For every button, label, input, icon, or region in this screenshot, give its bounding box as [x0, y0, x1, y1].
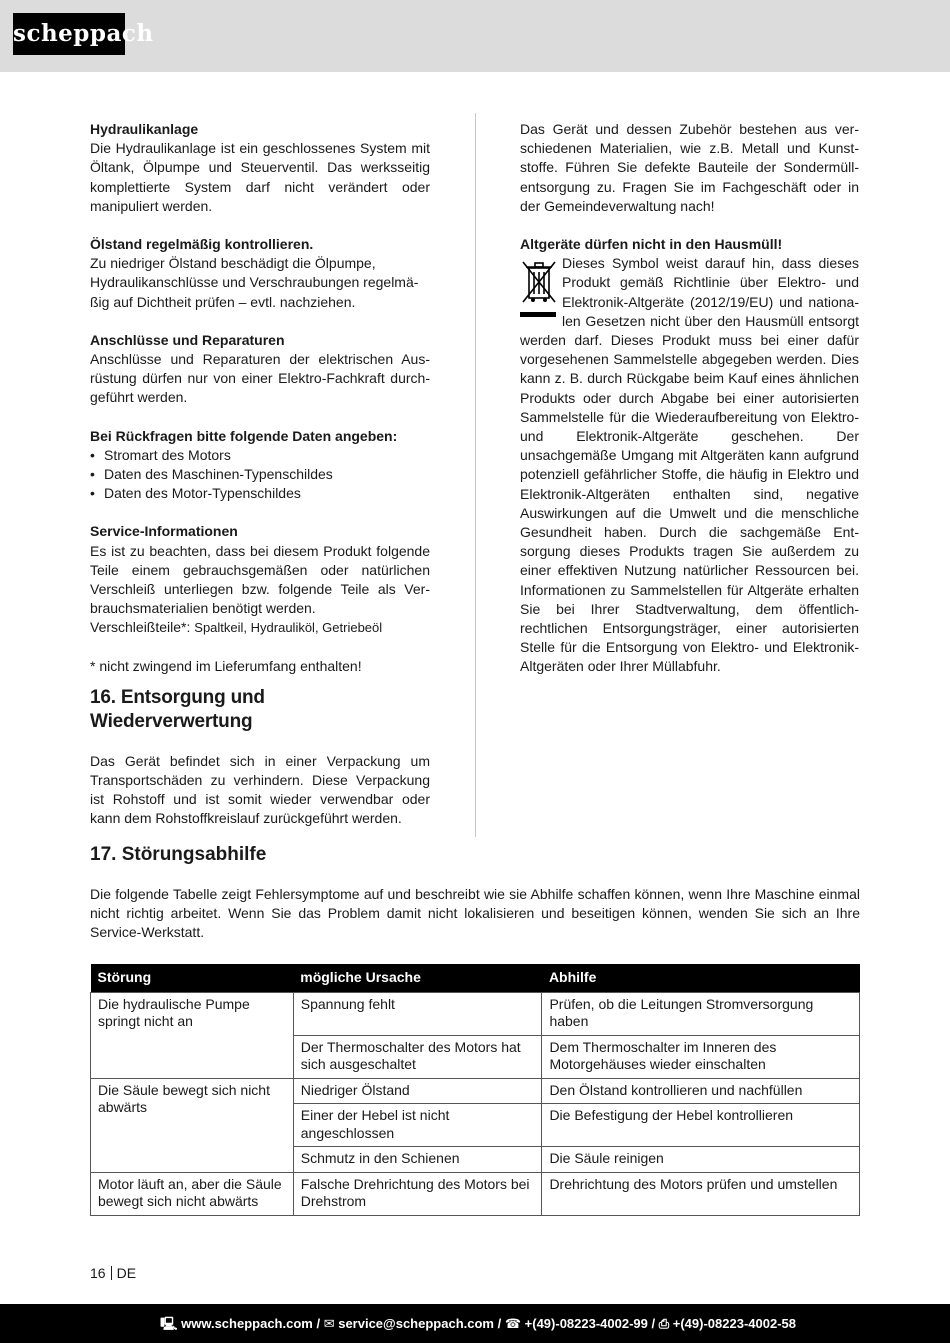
header-cause: mögliche Ursache	[293, 964, 542, 992]
phone-icon: ☎	[504, 1316, 522, 1331]
weee-text: Dieses Symbol weist darauf hin, dass dieses Produkt gemäß Richtlinie über Elektro- und Elektronik-Altgeräte (2012/19/EU) und nationalen Gesetzen nicht über den Hausmüll entsorgt werden darf. Dieses Produkt muss bei einer dafür vorgesehenen Sammelstelle abgegeben werden. Dies kann z. B. durch Rückgabe beim Kauf eines ähnlichen Produkts oder durch Abgabe bei einer autorisierten Sammelstelle für die Wiederaufbereitung von Elektro- und Elektronik-Altgeräte geschehen. Der unsachgemäße Umgang mit Altgeräten kann aufgrund potenziell gefährlicher Stoffe, die häufig in Elektro und Elektronik-Altgeräten enthalten sind, negative Auswirkungen auf die Umwelt und die menschliche Gesundheit haben. Durch die sachgemäße Entsorgung dieses Produkts tragen Sie außerdem zu einer effektiven Nutzung natürlicher Ressourcen bei. Informationen zu Sammelstellen für Altgeräte erhalten Sie bei Ihrer Stadtverwaltung, dem öffentlichrechtlichen Entsorgungsträger, einer autorisierten Stelle für die Entsorgung von Elektro- und Elektronik-Altgeräten oder Ihrer Müllabfuhr.	[520, 255, 859, 675]
fault-cell: Die Säule bewegt sich nicht abwärts	[91, 1078, 294, 1172]
cause-cell: Falsche Drehrichtung des Motors bei Drehstrom	[293, 1172, 542, 1215]
connections-heading: Anschlüsse und Reparaturen	[90, 331, 285, 348]
header-fault: Störung	[91, 964, 294, 992]
materials-text: Das Gerät und dessen Zubehör bestehen aus verschiedenen Materialien, wie z.B. Metall und Kunststoffe. Führen Sie defekte Bauteile der Sondermüllentsorgung zu. Fragen Sie im Fachgeschäft oder in der Gemeindeverwaltung nach!	[520, 121, 859, 214]
header-remedy: Abhilfe	[542, 964, 860, 992]
left-column	[90, 120, 430, 829]
wear-parts-line	[90, 618, 430, 637]
section-17-title: 17. Störungsabhilfe	[90, 844, 267, 865]
table-row	[91, 992, 860, 1035]
page-language: DE	[116, 1265, 137, 1281]
email-icon: ✉	[323, 1316, 335, 1331]
page-number	[90, 1265, 136, 1281]
section-17-intro: Die folgende Tabelle zeigt Fehlersymptome auf und beschreibt wie sie Abhilfe schaffen können, wenn Ihre Maschine einmal nicht richtig arbeitet. Wenn Sie das Problem damit nicht lokalisieren und beseitigen können, wenden Sie sich an Ihre Service-Werkstatt.	[90, 886, 860, 941]
oil-level-text: Zu niedriger Ölstand beschädigt die Ölpumpe, Hydraulikanschlüsse und Verschraubungen regelmäßig auf Dichtheit prüfen – evtl. nachziehen.	[90, 255, 419, 310]
fax-number: +(49)-08223-4002-58	[672, 1316, 796, 1331]
right-column	[520, 120, 859, 677]
connections-text: Anschlüsse und Reparaturen der elektrischen Ausrüstung dürfen nur von einer Elektro-Fachkraft durchgeführt werden.	[90, 351, 430, 406]
fax-icon: ⎙	[658, 1316, 670, 1331]
computer-icon: 🖳	[160, 1316, 178, 1331]
footer-band: 🖳 www.scheppach.com / ✉ service@scheppach.com / ☎ +(49)-08223-4002-99 / ⎙ +(49)-08223-4002-58	[0, 1304, 950, 1343]
remedy-cell: Dem Thermoschalter im Inneren des Motorgehäuses wieder einschalten	[542, 1035, 860, 1078]
queries-list	[90, 446, 430, 504]
cause-cell: Der Thermoschalter des Motors hat sich ausgeschaltet	[293, 1035, 542, 1078]
scheppach-logo: scheppach	[13, 13, 125, 55]
hydraulics-text: Die Hydraulikanlage ist ein geschlossenes System mit Öltank, Ölpumpe und Steuerventil. Das werksseitig komplettierte System darf nicht verändert oder manipuliert werden.	[90, 140, 430, 214]
fault-cell: Die hydraulische Pumpe springt nicht an	[91, 992, 294, 1078]
cause-cell: Spannung fehlt	[293, 992, 542, 1035]
remedy-cell: Die Säule reinigen	[542, 1147, 860, 1173]
troubleshooting-table	[90, 964, 860, 1216]
crossed-bin-icon	[520, 258, 558, 320]
list-item: • Daten des Motor-Typenschildes	[90, 484, 430, 503]
cause-cell: Einer der Hebel ist nicht angeschlossen	[293, 1104, 542, 1147]
section-16-text: Das Gerät befindet sich in einer Verpackung um Transportschäden zu verhindern. Diese Verpackung ist Rohstoff und ist somit wieder verwendbar oder kann dem Rohstoffkreislauf zurückgeführt werden.	[90, 752, 430, 827]
service-heading: Service-Informationen	[90, 523, 238, 540]
wear-parts-value: Spaltkeil, Hydrauliköl, Getriebeöl	[194, 620, 383, 636]
column-divider	[475, 113, 476, 837]
cause-cell: Schmutz in den Schienen	[293, 1147, 542, 1173]
table-row	[91, 1172, 860, 1215]
remedy-cell: Prüfen, ob die Leitungen Stromversorgung haben	[542, 992, 860, 1035]
remedy-cell: Die Befestigung der Hebel kontrollieren	[542, 1104, 860, 1147]
section-16-title: 16. Entsorgung und Wiederverwertung	[90, 686, 265, 732]
list-item: • Stromart des Motors	[90, 446, 430, 465]
header-band	[0, 0, 950, 72]
table-row	[91, 1078, 860, 1104]
weee-block	[520, 254, 859, 676]
hydraulics-heading: Hydraulikanlage	[90, 121, 199, 137]
website-link[interactable]: www.scheppach.com	[181, 1316, 313, 1331]
page-number-value: 16	[90, 1265, 106, 1281]
table-header-row	[91, 964, 860, 992]
footnote: * nicht zwingend im Lieferumfang enthalten!	[90, 657, 362, 674]
remedy-cell: Drehrichtung des Motors prüfen und umstellen	[542, 1172, 860, 1215]
oil-level-heading: Ölstand regelmäßig kontrollieren.	[90, 236, 314, 253]
weee-heading: Altgeräte dürfen nicht in den Hausmüll!	[520, 236, 783, 253]
email-link[interactable]: service@scheppach.com	[338, 1316, 494, 1331]
phone-number[interactable]: +(49)-08223-4002-99	[524, 1316, 648, 1331]
service-text: Es ist zu beachten, dass bei diesem Produkt folgende Teile einem gebrauchsgemäßen oder natürlichen Verschleiß unterliegen bzw. folgende Teile als Verbrauchsmaterialien benötigt werden.	[90, 542, 430, 617]
list-item: • Daten des Maschinen-Typenschildes	[90, 465, 430, 484]
cause-cell: Niedriger Ölstand	[293, 1078, 542, 1104]
remedy-cell: Den Ölstand kontrollieren und nachfüllen	[542, 1078, 860, 1104]
fault-cell: Motor läuft an, aber die Säule bewegt sich nicht abwärts	[91, 1172, 294, 1215]
queries-heading: Bei Rückfragen bitte folgende Daten angeben:	[90, 427, 398, 444]
wear-parts-label: Verschleißteile*:	[90, 619, 195, 636]
